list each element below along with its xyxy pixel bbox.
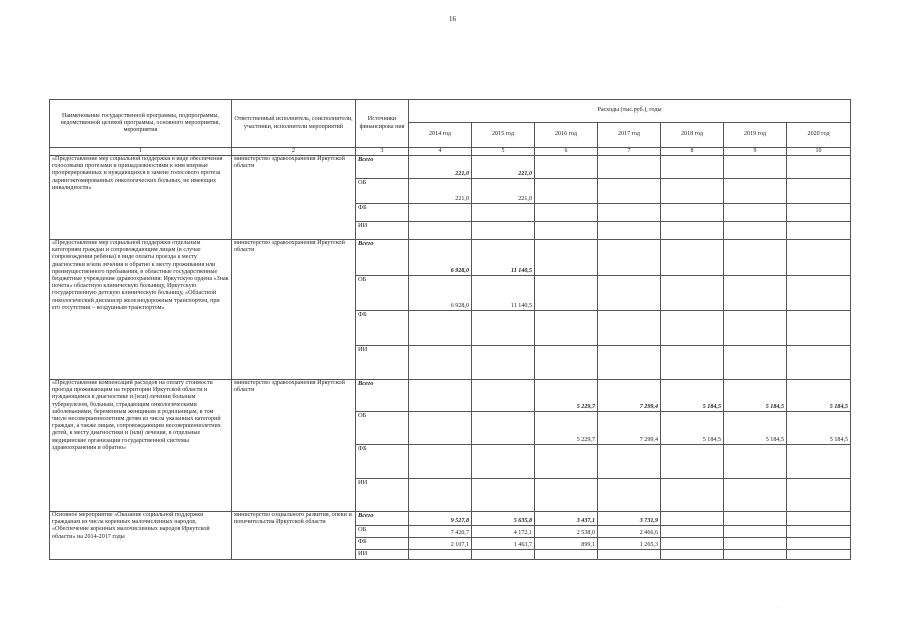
amount-cell: [598, 550, 661, 560]
header-year: 2019 год: [724, 123, 787, 148]
header-expenses: Расходы (тыс.руб.), годы: [409, 100, 851, 123]
amount-cell: 2 107,1: [409, 538, 472, 550]
amount-cell: [598, 240, 661, 276]
amount-cell: 2 538,0: [535, 526, 598, 538]
amount-cell: [598, 222, 661, 240]
amount-cell: 5 184,5: [661, 412, 724, 445]
funding-source: Всего: [356, 512, 409, 526]
amount-cell: [724, 346, 787, 380]
column-number: 1: [50, 148, 232, 156]
column-number: 2: [232, 148, 356, 156]
amount-cell: [535, 179, 598, 204]
header-year: 2020 год: [787, 123, 851, 148]
amount-cell: [598, 311, 661, 346]
scan-mark: ·: [778, 606, 780, 611]
activity-name: Основное мероприятие «Оказание социальной поддержки гражданам из числа коренных малочисленных народов, «Обеспечение коренных малочисленных народов Иркутской области» на 2014-2017 годы: [50, 512, 232, 560]
activity-name: «Предоставление мер социальной поддержки отдельным категориям граждан и сопровождающим лицам (в случае сопровождения ребенка) в виде оплаты проезда к месту диагностики и/или лечения и обратно к месту проживания или преимущественного пребывания, в областные государственные бюджетные учреждения здравоохранения: Иркутскую ордена «Знак почета» областную клиническую больницу, Иркутскую государственную детскую клиническую больницу, «Областной онкологический диспансер железнодорожным транспортом, при его отсутствии – воздушным транспортом»: [50, 240, 232, 380]
amount-cell: [409, 204, 472, 222]
amount-cell: [787, 346, 851, 380]
executor: министерство социального развития, опеки и попечительства Иркутской области: [232, 512, 356, 560]
amount-cell: [724, 179, 787, 204]
amount-cell: [472, 346, 535, 380]
amount-cell: [724, 445, 787, 479]
amount-cell: 899,1: [535, 538, 598, 550]
amount-cell: 11 140,5: [472, 240, 535, 276]
executor: министерство здравоохранения Иркутской области: [232, 156, 356, 240]
table-body: [50, 156, 851, 560]
amount-cell: [661, 179, 724, 204]
amount-cell: 3 437,1: [535, 512, 598, 526]
funding-source: ИИ: [356, 479, 409, 512]
amount-cell: 5 184,5: [787, 380, 851, 412]
table-row: [50, 156, 851, 179]
amount-cell: 221,0: [472, 179, 535, 204]
activity-name: «Предоставление компенсаций расходов на оплату стоимости проезда проживающим на территории Иркутской области и нуждающимся в диагностике и (или) лечении больным туберкулезом, больным, страдающим онкологическими заболеваниями, беременным женщинам и родильницам, в том числе несовершеннолетним детям из числа указанных категорий граждан, а также лицам, сопровождающим несовершеннолетних детей, к месту диагностики и (или) лечения, в отдельные медицинские организации государственной системы здравоохранения и обратно»: [50, 380, 232, 512]
amount-cell: [598, 179, 661, 204]
amount-cell: [472, 445, 535, 479]
funding-source: ФБ: [356, 445, 409, 479]
amount-cell: 4 172,1: [472, 526, 535, 538]
amount-cell: [661, 346, 724, 380]
funding-source: ФБ: [356, 311, 409, 346]
amount-cell: 5 229,7: [535, 380, 598, 412]
amount-cell: 7 299,4: [598, 412, 661, 445]
amount-cell: [409, 346, 472, 380]
amount-cell: 6 928,0: [409, 276, 472, 311]
column-number: 3: [356, 148, 409, 156]
amount-cell: 5 184,5: [661, 380, 724, 412]
table-row: [50, 380, 851, 412]
amount-cell: [472, 550, 535, 560]
amount-cell: 221,0: [409, 179, 472, 204]
header-year: 2018 год: [661, 123, 724, 148]
amount-cell: [472, 380, 535, 412]
amount-cell: 5 635,8: [472, 512, 535, 526]
amount-cell: [661, 512, 724, 526]
amount-cell: [724, 526, 787, 538]
amount-cell: [724, 479, 787, 512]
amount-cell: 1 265,3: [598, 538, 661, 550]
table-row: [50, 512, 851, 526]
amount-cell: [535, 204, 598, 222]
amount-cell: [409, 412, 472, 445]
amount-cell: [661, 222, 724, 240]
amount-cell: [598, 204, 661, 222]
amount-cell: [787, 156, 851, 179]
column-number-row: [50, 148, 851, 156]
amount-cell: [787, 538, 851, 550]
amount-cell: [661, 445, 724, 479]
amount-cell: [787, 479, 851, 512]
amount-cell: [661, 538, 724, 550]
amount-cell: 2 466,6: [598, 526, 661, 538]
amount-cell: 221,0: [409, 156, 472, 179]
amount-cell: 9 527,8: [409, 512, 472, 526]
amount-cell: [598, 445, 661, 479]
amount-cell: [535, 222, 598, 240]
amount-cell: [724, 512, 787, 526]
amount-cell: [535, 240, 598, 276]
amount-cell: [598, 479, 661, 512]
amount-cell: [472, 479, 535, 512]
amount-cell: 5 184,5: [724, 380, 787, 412]
amount-cell: [787, 445, 851, 479]
funding-source: ИИ: [356, 222, 409, 240]
amount-cell: [535, 276, 598, 311]
amount-cell: 11 140,5: [472, 276, 535, 311]
funding-source: ОБ: [356, 526, 409, 538]
amount-cell: 6 928,0: [409, 240, 472, 276]
amount-cell: [787, 204, 851, 222]
header-year: 2017 год: [598, 123, 661, 148]
amount-cell: [661, 204, 724, 222]
header-year: 2014 год: [409, 123, 472, 148]
executor: министерство здравоохранения Иркутской области: [232, 240, 356, 380]
amount-cell: [409, 550, 472, 560]
amount-cell: 5 184,5: [787, 412, 851, 445]
amount-cell: [661, 156, 724, 179]
amount-cell: 1 463,7: [472, 538, 535, 550]
amount-cell: 7 420,7: [409, 526, 472, 538]
amount-cell: [661, 526, 724, 538]
amount-cell: [724, 276, 787, 311]
column-number: 4: [409, 148, 472, 156]
amount-cell: [535, 479, 598, 512]
amount-cell: [787, 179, 851, 204]
executor: министерство здравоохранения Иркутской области: [232, 380, 356, 512]
column-number: 6: [535, 148, 598, 156]
funding-source: Всего: [356, 380, 409, 412]
amount-cell: [472, 204, 535, 222]
funding-source: ОБ: [356, 179, 409, 204]
amount-cell: [409, 380, 472, 412]
amount-cell: [409, 311, 472, 346]
budget-table: [49, 99, 851, 560]
amount-cell: [787, 222, 851, 240]
amount-cell: [535, 156, 598, 179]
amount-cell: [472, 222, 535, 240]
amount-cell: [661, 311, 724, 346]
funding-source: ФБ: [356, 538, 409, 550]
amount-cell: [598, 156, 661, 179]
amount-cell: [409, 479, 472, 512]
funding-source: ФБ: [356, 204, 409, 222]
funding-source: ОБ: [356, 276, 409, 311]
amount-cell: [724, 204, 787, 222]
amount-cell: [787, 240, 851, 276]
amount-cell: 7 299,4: [598, 380, 661, 412]
amount-cell: [724, 550, 787, 560]
amount-cell: [724, 222, 787, 240]
amount-cell: 5 229,7: [535, 412, 598, 445]
header-name: Наименование государственной программы, подпрограммы, ведомственной целевой программы, основного мероприятия, мероприятия: [50, 100, 232, 148]
amount-cell: [472, 412, 535, 445]
amount-cell: 5 184,5: [724, 412, 787, 445]
table-row: [50, 240, 851, 276]
amount-cell: [409, 445, 472, 479]
amount-cell: [724, 538, 787, 550]
column-number: 10: [787, 148, 851, 156]
header-year: 2015 год: [472, 123, 535, 148]
header-source: Источники финансирова ния: [356, 100, 409, 148]
column-number: 9: [724, 148, 787, 156]
amount-cell: [724, 156, 787, 179]
amount-cell: [661, 240, 724, 276]
amount-cell: [787, 512, 851, 526]
header-executor: Ответственный исполнитель, соисполнители, участники, исполнители мероприятий: [232, 100, 356, 148]
activity-name: «Предоставление мер социальной поддержки в виде обеспечения голосовыми протезами и принадлежностями к ним впервые пропрерированных и нуждающихся в замене голосового протеза ларингэктомированных онкологических больных, не имеющих инвалидности»: [50, 156, 232, 240]
amount-cell: [787, 276, 851, 311]
funding-source: Всего: [356, 156, 409, 179]
amount-cell: [535, 311, 598, 346]
amount-cell: 221,0: [472, 156, 535, 179]
amount-cell: [598, 276, 661, 311]
amount-cell: [661, 479, 724, 512]
funding-source: Всего: [356, 240, 409, 276]
amount-cell: [787, 526, 851, 538]
amount-cell: 3 731,9: [598, 512, 661, 526]
column-number: 7: [598, 148, 661, 156]
amount-cell: [598, 346, 661, 380]
amount-cell: [661, 276, 724, 311]
funding-source: ОБ: [356, 412, 409, 445]
amount-cell: [535, 445, 598, 479]
amount-cell: [661, 550, 724, 560]
page-number: 16: [449, 15, 456, 23]
amount-cell: [409, 222, 472, 240]
funding-source: ИИ: [356, 550, 409, 560]
amount-cell: [724, 240, 787, 276]
amount-cell: [787, 550, 851, 560]
amount-cell: [724, 311, 787, 346]
amount-cell: [535, 550, 598, 560]
amount-cell: [472, 311, 535, 346]
amount-cell: [787, 311, 851, 346]
amount-cell: [535, 346, 598, 380]
funding-source: ИИ: [356, 346, 409, 380]
column-number: 8: [661, 148, 724, 156]
header-year: 2016 год: [535, 123, 598, 148]
column-number: 5: [472, 148, 535, 156]
